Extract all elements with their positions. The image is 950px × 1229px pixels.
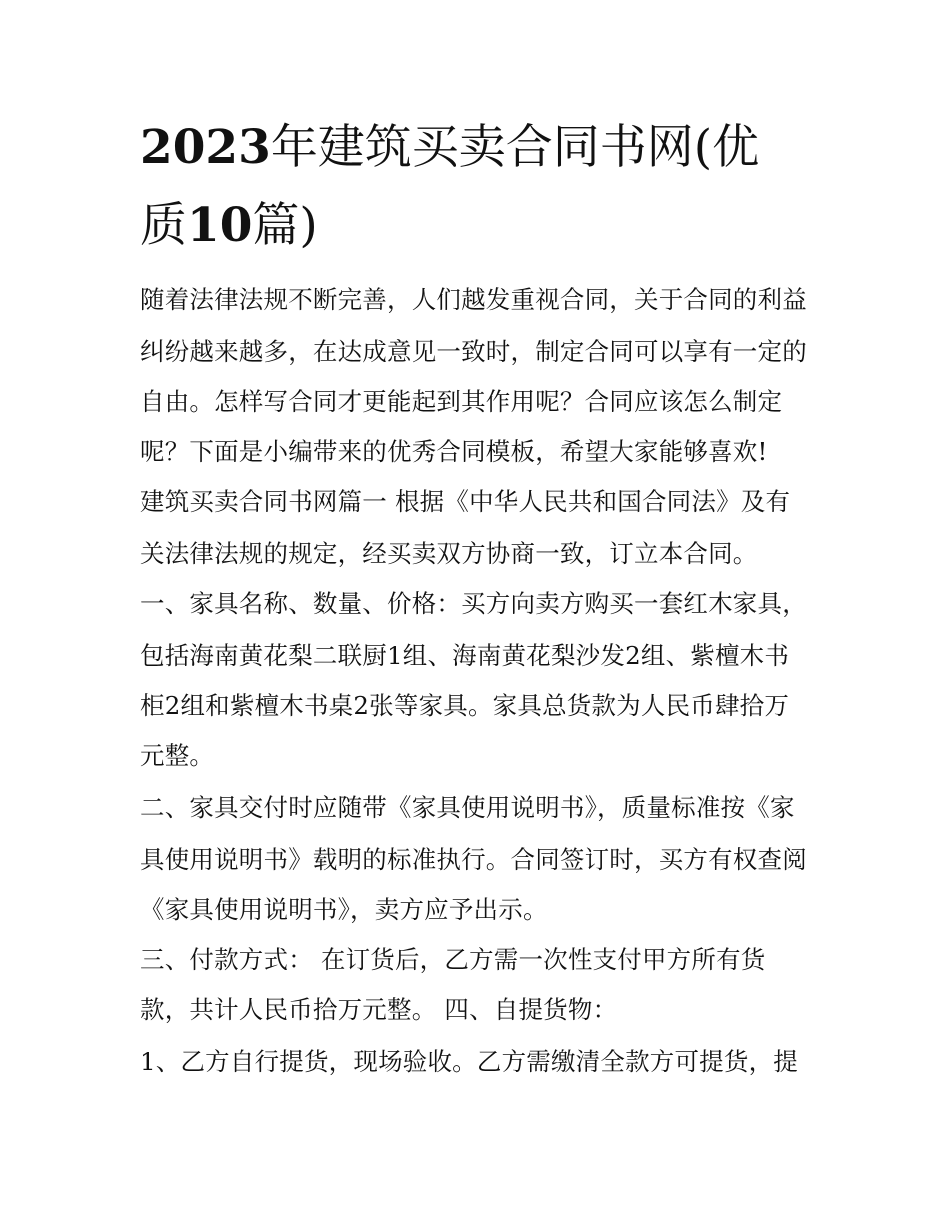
body-line-7: 一、家具名称、数量、价格：买方向卖方购买一套红木家具， (140, 589, 807, 618)
title-line-2: 质10篇) (140, 198, 318, 253)
body-line-13: 《家具使用说明书》，卖方应予出示。 (140, 895, 548, 924)
body-line-11: 二、家具交付时应随带《家具使用说明书》，质量标准按《家 (140, 793, 795, 822)
body-line-12: 具使用说明书》载明的标准执行。合同签订时，买方有权查阅 (140, 845, 807, 874)
body-line-9: 柜2组和紫檀木书桌2张等家具。家具总货款为人民币肆拾万 (140, 691, 790, 720)
body-line-16: 1、乙方自行提货，现场验收。乙方需缴清全款方可提货，提 (140, 1047, 798, 1076)
body-line-15: 款，共计人民币拾万元整。 四、自提货物： (140, 995, 618, 1024)
body-line-6: 关法律法规的规定，经买卖双方协商一致，订立本合同。 (140, 539, 758, 568)
body-line-14: 三、付款方式： 在订货后，乙方需一次性支付甲方所有货 (140, 945, 766, 974)
body-line-10: 元整。 (140, 741, 215, 770)
title-line-1: 2023年建筑买卖合同书网(优 (140, 120, 760, 175)
body-line-4: 呢？下面是小编带来的优秀合同模板，希望大家能够喜欢! (140, 437, 768, 466)
body-line-5: 建筑买卖合同书网篇一 根据《中华人民共和国合同法》及有 (140, 487, 791, 516)
body-line-8: 包括海南黄花梨二联厨1组、海南黄花梨沙发2组、紫檀木书 (140, 641, 790, 670)
body-line-1: 随着法律法规不断完善，人们越发重视合同，关于合同的利益 (140, 285, 807, 314)
body-line-3: 自由。怎样写合同才更能起到其作用呢？合同应该怎么制定 (140, 387, 783, 416)
body-line-2: 纠纷越来越多，在达成意见一致时，制定合同可以享有一定的 (140, 337, 807, 366)
